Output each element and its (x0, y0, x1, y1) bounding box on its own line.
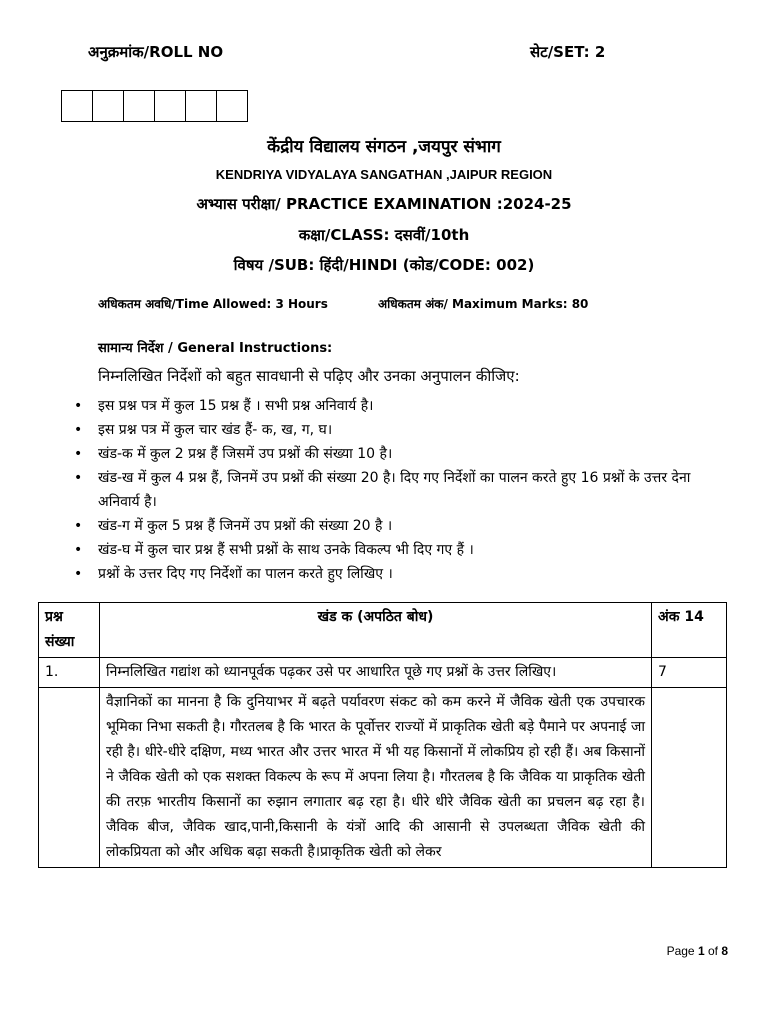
roll-no-label: अनुक्रमांक/ROLL NO (88, 43, 224, 61)
page-total: 8 (721, 944, 728, 958)
instruction-item: • खंड-ख में कुल 4 प्रश्न हैं, जिनमें उप प्रश्नों की संख्या 20 है। दिए गए निर्देशों का पालन करते हुए 16 प्रश्नों के उत्तर देना अनिवार्य है। (0, 466, 768, 514)
org-title-english: KENDRIYA VIDYALAYA SANGATHAN ,JAIPUR REGION (215, 167, 553, 182)
section-title: खंड क (अपठित बोध) (100, 603, 652, 658)
marks-header: अंक 14 (652, 603, 727, 658)
table-header-row (39, 603, 727, 658)
page-number (667, 944, 728, 958)
instruction-item: • खंड-घ में कुल चार प्रश्न हैं सभी प्रश्नों के साथ उनके विकल्प भी दिए गए हैं । (0, 538, 768, 562)
roll-no-box (154, 90, 186, 122)
general-instructions-heading: सामान्य निर्देश / General Instructions: (98, 341, 333, 356)
maximum-marks: अधिकतम अंक/ Maximum Marks: 80 (378, 297, 589, 311)
question-number: 1. (39, 658, 100, 688)
org-title-hindi: केंद्रीय विद्यालय संगठन ,जयपुर संभाग (267, 137, 501, 157)
question-marks: 7 (652, 658, 727, 688)
time-allowed: अधिकतम अवधि/Time Allowed: 3 Hours (98, 297, 328, 311)
subject-title: विषय /SUB: हिंदी/HINDI (कोड/CODE: 002) (233, 256, 535, 274)
set-label: सेट/SET: 2 (530, 43, 606, 61)
question-text: निम्नलिखित गद्यांश को ध्यानपूर्वक पढ़कर उसे पर आधारित पूछे गए प्रश्नों के उत्तर लिखिए। (100, 658, 652, 688)
class-title: कक्षा/CLASS: दसवीं/10th (298, 226, 470, 244)
roll-no-box (61, 90, 93, 122)
roll-no-box (123, 90, 155, 122)
roll-no-box (92, 90, 124, 122)
table-row (39, 658, 727, 688)
instruction-item: • खंड-ग में कुल 5 प्रश्न हैं जिनमें उप प्रश्नों की संख्या 20 है । (0, 514, 768, 538)
page-current: 1 (697, 944, 705, 958)
roll-no-box (216, 90, 248, 122)
instruction-item: • इस प्रश्न पत्र में कुल चार खंड हैं- क, ख, ग, घ। (0, 418, 768, 442)
roll-no-boxes (61, 90, 248, 122)
table-row (39, 688, 727, 868)
exam-title: अभ्यास परीक्षा/ PRACTICE EXAMINATION :2024-25 (196, 195, 572, 213)
page-of: of (704, 944, 722, 958)
empty-cell (39, 688, 100, 868)
empty-cell (652, 688, 727, 868)
instruction-item: • इस प्रश्न पत्र में कुल 15 प्रश्न हैं । सभी प्रश्न अनिवार्य है। (0, 394, 768, 418)
instruction-list (0, 394, 768, 586)
page-prefix: Page (666, 944, 698, 958)
instruction-item: • प्रश्नों के उत्तर दिए गए निर्देशों का पालन करते हुए लिखिए । (0, 562, 768, 586)
question-number-header: प्रश्न संख्या (39, 603, 100, 658)
passage-text: वैज्ञानिकों का मानना है कि दुनियाभर में बढ़ते पर्यावरण संकट को कम करने में जैविक खेती एक उपचारक भूमिका निभा सकती है। गौरतलब है कि भारत के पूर्वोत्तर राज्यों में प्राकृतिक खेती बड़े पैमाने पर अपनाई जा रही है। धीरे-धीरे दक्षिण, मध्य भारत और उत्तर भारत में भी यह किसानों में लोकप्रिय हो रही हैं। अब किसानों ने जैविक खेती को एक सशक्त विकल्प के रूप में अपना लिया है। गौरतलब है कि जैविक या प्राकृतिक खेती की तरफ़ भारतीय किसानों का रुझान लगातार बढ़ रहा है। धीरे धीरे जैविक खेती का प्रचलन बढ़ रहा है। जैविक बीज, जैविक खाद,पानी,किसानी के यंत्रों आदि की आसानी से उपलब्धता जैविक खेती की लोकप्रियता को और अधिक बढ़ा सकती है।प्राकृतिक खेती को लेकर (100, 688, 652, 868)
instructions-intro: निम्नलिखित निर्देशों को बहुत सावधानी से पढ़िए और उनका अनुपालन कीजिए: (98, 367, 520, 385)
instruction-item: • खंड-क में कुल 2 प्रश्न हैं जिसमें उप प्रश्नों की संख्या 10 है। (0, 442, 768, 466)
roll-no-box (185, 90, 217, 122)
question-table (38, 602, 727, 868)
